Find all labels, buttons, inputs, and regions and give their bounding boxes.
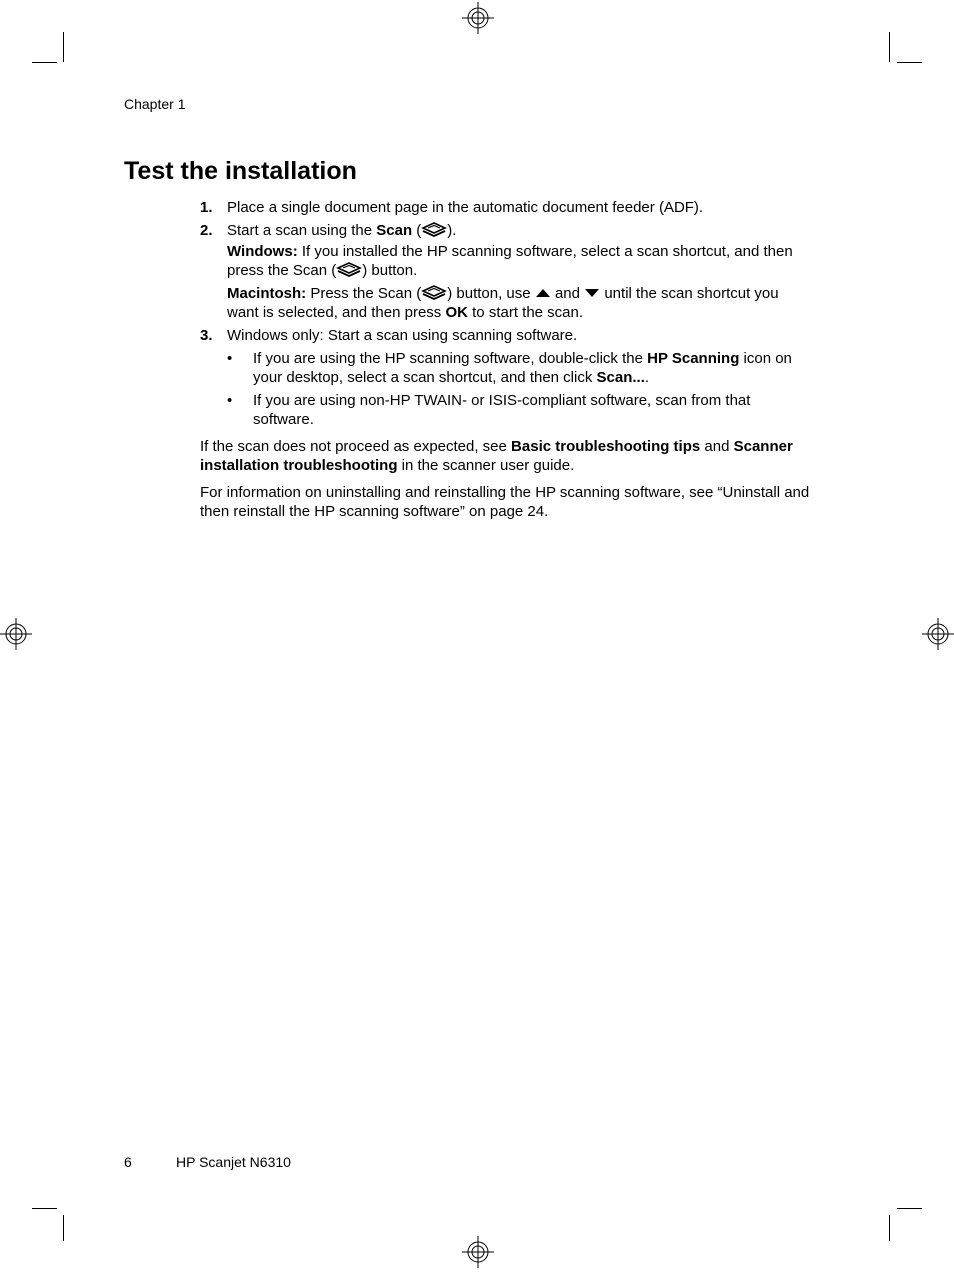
scan-icon <box>336 262 362 277</box>
crop-mark <box>897 1208 922 1209</box>
registration-mark-icon <box>922 618 954 650</box>
bullet-item: • If you are using the HP scanning software, double-click the HP Scanning icon on your desktop, select a scan shortcut, and then click Scan.... <box>227 350 792 386</box>
windows-instructions: Windows: If you installed the HP scanning software, select a scan shortcut, and then press the Scan ( ) button. <box>227 243 793 279</box>
product-name: HP Scanjet N6310 <box>176 1154 291 1170</box>
crop-mark <box>63 32 64 62</box>
scan-icon <box>421 285 447 300</box>
scan-icon <box>421 222 447 237</box>
page-title: Test the installation <box>124 157 357 185</box>
mac-instructions: Macintosh: Press the Scan ( ) button, use and until the scan shortcut you want is selected, and then press OK to start the scan. <box>227 285 779 321</box>
crop-mark <box>63 1215 64 1241</box>
crop-mark <box>889 32 890 62</box>
registration-mark-icon <box>0 618 32 650</box>
step-2 <box>200 221 814 322</box>
step-text: Place a single document page in the automatic document feeder (ADF). <box>227 199 704 216</box>
crop-mark <box>32 1208 57 1209</box>
bullet-item: • If you are using non-HP TWAIN- or ISIS-compliant software, scan from that software. <box>227 392 751 428</box>
step-text: Start a scan using the Scan ( ). <box>227 222 457 239</box>
crop-mark <box>889 1215 890 1241</box>
arrow-down-icon <box>584 287 600 299</box>
step-number: 1. <box>200 199 213 216</box>
registration-mark-icon <box>462 1236 494 1268</box>
crop-mark <box>32 62 57 63</box>
step-text: Windows only: Start a scan using scanning software. <box>227 327 578 344</box>
troubleshooting-paragraph: If the scan does not proceed as expected, see Basic troubleshooting tips and Scanner installation troubleshooting in the scanner user guide. <box>200 438 793 474</box>
step-number: 2. <box>200 222 213 239</box>
step-3-heading <box>200 326 814 345</box>
page-number: 6 <box>124 1154 132 1170</box>
registration-mark-icon <box>462 2 494 34</box>
main-content <box>200 198 814 521</box>
step-number: 3. <box>200 327 213 344</box>
uninstall-paragraph: For information on uninstalling and reinstalling the HP scanning software, see “Uninstall and then reinstall the HP scanning software” on page 24. <box>200 484 810 520</box>
step-3 <box>200 326 814 429</box>
chapter-header: Chapter 1 <box>124 96 186 112</box>
crop-mark <box>897 62 922 63</box>
arrow-up-icon <box>535 287 551 299</box>
bullet-dot: • <box>227 392 233 409</box>
step-1 <box>200 198 814 217</box>
bullet-dot: • <box>227 350 233 367</box>
